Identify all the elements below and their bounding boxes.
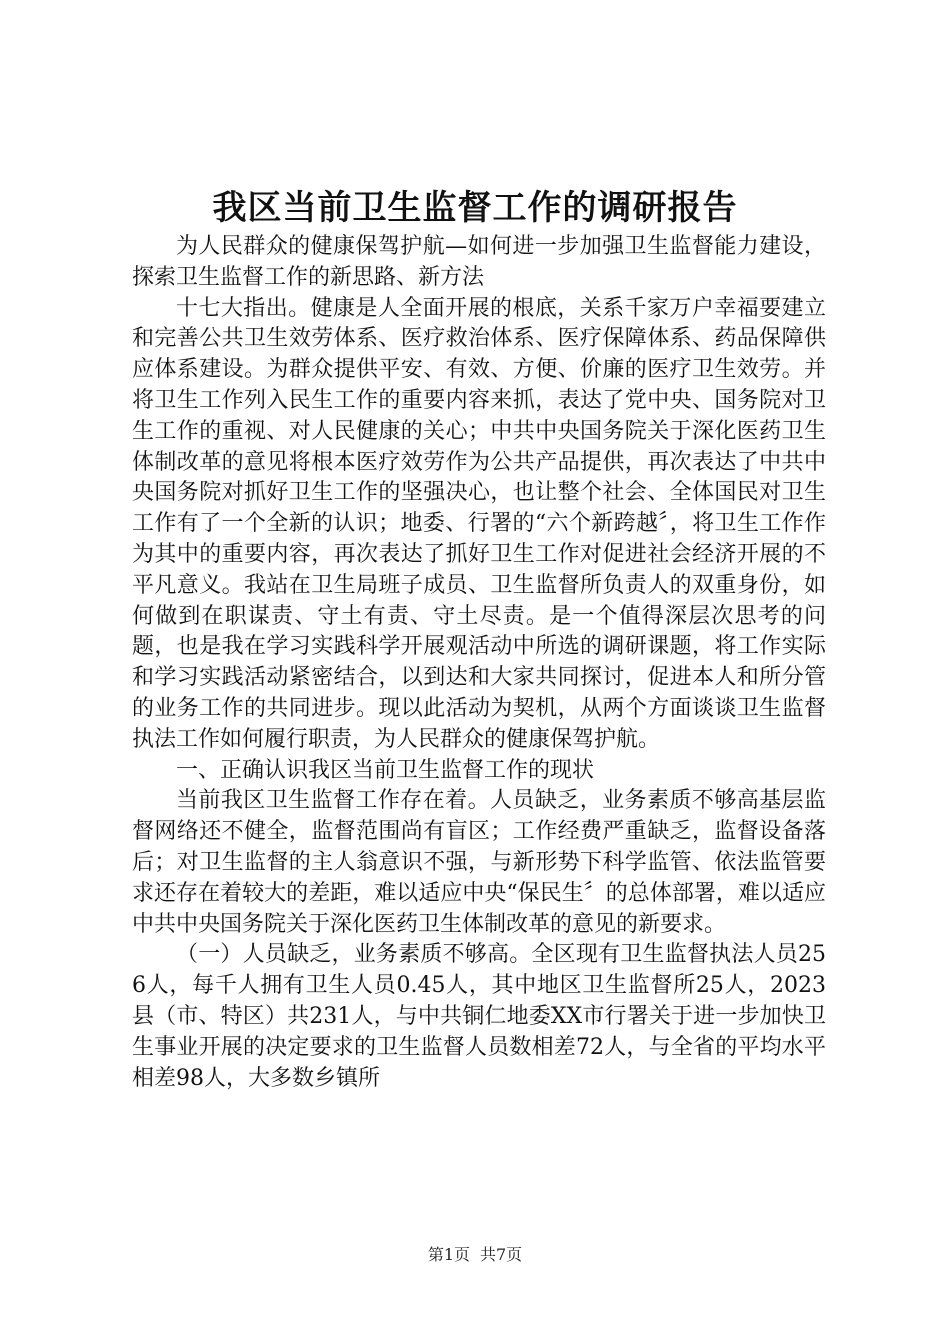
page-title: 我区当前卫生监督工作的调研报告 [212,188,738,228]
intro-paragraph: 十七大指出。健康是人全面开展的根底，关系千家万户幸福要建立和完善公共卫生效劳体系、医疗救治体系、医疗保障体系、药品保障供应体系建设。为群众提供平安、有效、方便、价廉的医疗卫生效劳。并将卫生工作列入民生工作的重要内容来抓，表达了党中央、国务院对卫生工作的重视、对人民健康的关心；中共中央国务院关于深化医药卫生体制改革的意见将根本医疗效劳作为公共产品提供，再次表达了中共中央国务院对抓好卫生工作的坚强决心，也让整个社会、全体国民对卫生工作有了一个全新的认识；地委、行署的“六个新跨越〞，将卫生工作作为其中的重要内容，再次表达了抓好卫生工作对促进社会经济开展的不平凡意义。我站在卫生局班子成员、卫生监督所负责人的双重身份，如何做到在职谋责、守土有责、守土尽责。是一个值得深层次思考的问题，也是我在学习实践科学开展观活动中所选的调研课题，将工作实际和学习实践活动紧密结合，以到达和大家共同探讨，促进本人和所分管的业务工作的共同进步。现以此活动为契机，从两个方面谈谈卫生监督执法工作如何履行职责，为人民群众的健康保驾护航。 [132,295,826,752]
document-body [132,232,826,1094]
status-paragraph: 当前我区卫生监督工作存在着。人员缺乏，业务素质不够高基层监督网络还不健全，监督范围尚有盲区；工作经费严重缺乏，监督设备落后；对卫生监督的主人翁意识不强，与新形势下科学监管、依法监管要求还存在着较大的差距，难以适应中央“保民生〞的总体部署，难以适应中共中央国务院关于深化医药卫生体制改革的意见的新要求。 [132,788,826,937]
subtitle-paragraph: 为人民群众的健康保驾护航—如何进一步加强卫生监督能力建设，探索卫生监督工作的新思路、新方法 [132,234,826,290]
page-number: 第1页 [427,1245,470,1264]
page-footer [0,1244,950,1266]
staffing-paragraph: （一）人员缺乏，业务素质不够高。全区现有卫生监督执法人员256人，每千人拥有卫生人员0.45人，其中地区卫生监督所25人，2023县（市、特区）共231人，与中共铜仁地委XX市行署关于进一步加快卫生事业开展的决定要求的卫生监督人员数相差72人，与全省的平均水平相差98人，大多数乡镇所 [132,942,826,1091]
page-total: 共7页 [480,1245,523,1264]
section-heading: 一、正确认识我区当前卫生监督工作的现状 [176,757,595,783]
